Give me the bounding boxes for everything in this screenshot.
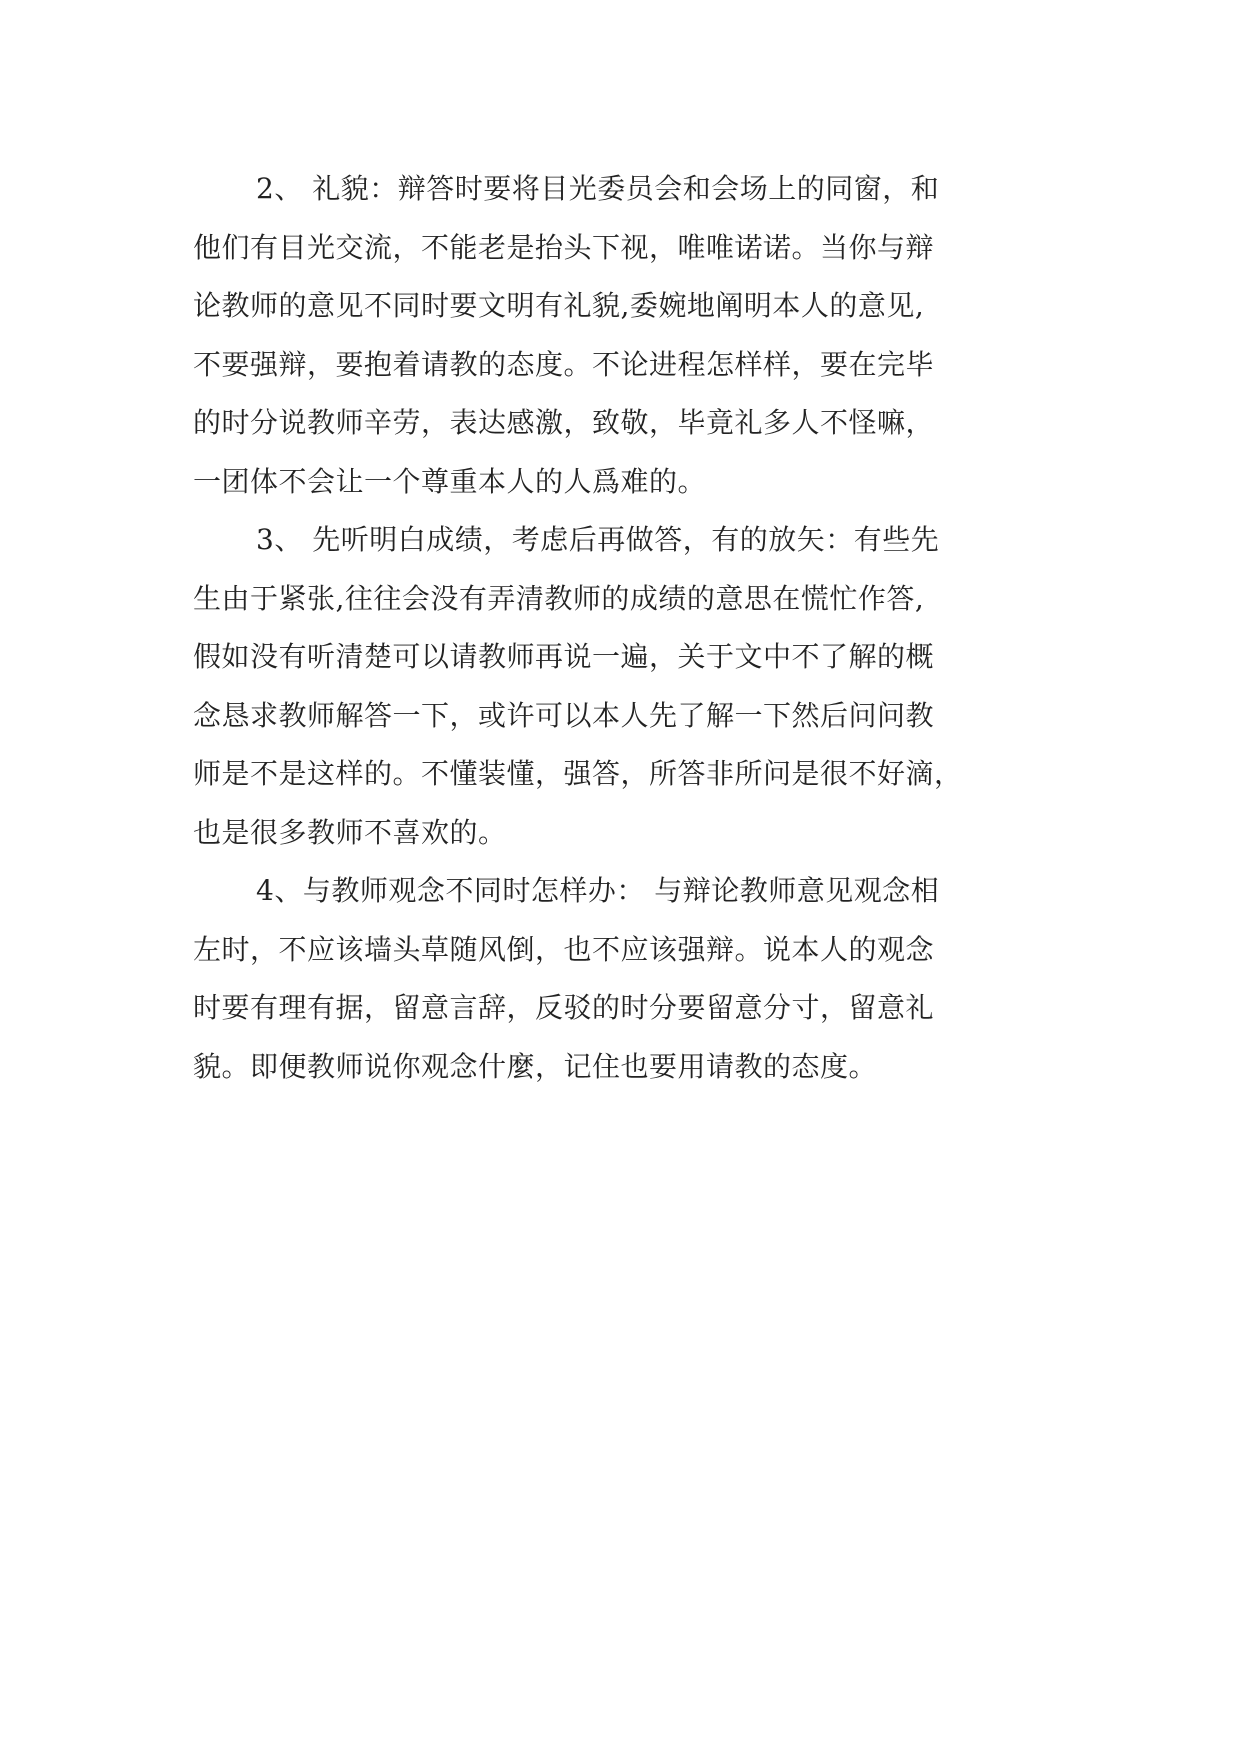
text-line: 也是很多教师不喜欢的。 [193,815,507,849]
text-line: 3、 先听明白成绩，考虑后再做答，有的放矢：有些先 [256,523,940,556]
text-line: 的时分说教师辛劳，表达感激，致敬，毕竟礼多人不怪嘛， [193,406,935,439]
paragraph-listen-first [193,511,1093,862]
paragraph-disagreement [193,862,1093,1096]
document-body [193,160,1093,1096]
text-line: 2、 礼貌：辩答时要将目光委员会和会场上的同窗，和 [256,172,940,205]
text-line: 他们有目光交流，不能老是抬头下视，唯唯诺诺。当你与辩 [193,230,935,264]
text-line: 4、与教师观念不同时怎样办： 与辩论教师意见观念相 [256,874,940,907]
text-line: 左时，不应该墙头草随风倒，也不应该强辩。说本人的观念 [193,932,935,966]
text-line: 一团体不会让一个尊重本人的人爲难的。 [193,464,707,498]
text-line: 假如没有听清楚可以请教师再说一遍，关于文中不了解的概 [193,640,935,673]
paragraph-etiquette [193,160,1093,511]
text-line: 论教师的意见不同时要文明有礼貌,委婉地阐明本人的意见, [193,289,925,322]
text-line: 不要强辩，要抱着请教的态度。不论进程怎样样，要在完毕 [193,347,935,381]
text-line: 貌。即便教师说你观念什麼，记住也要用请教的态度。 [193,1049,878,1083]
text-line: 念恳求教师解答一下，或许可以本人先了解一下然后问问教 [193,698,935,732]
text-line: 时要有理有据，留意言辞，反驳的时分要留意分寸，留意礼 [193,991,935,1024]
text-line: 师是不是这样的。不懂装懂，强答，所答非所问是很不好滴， [193,757,963,790]
text-line: 生由于紧张,往往会没有弄清教师的成绩的意思在慌忙作答, [193,581,925,615]
